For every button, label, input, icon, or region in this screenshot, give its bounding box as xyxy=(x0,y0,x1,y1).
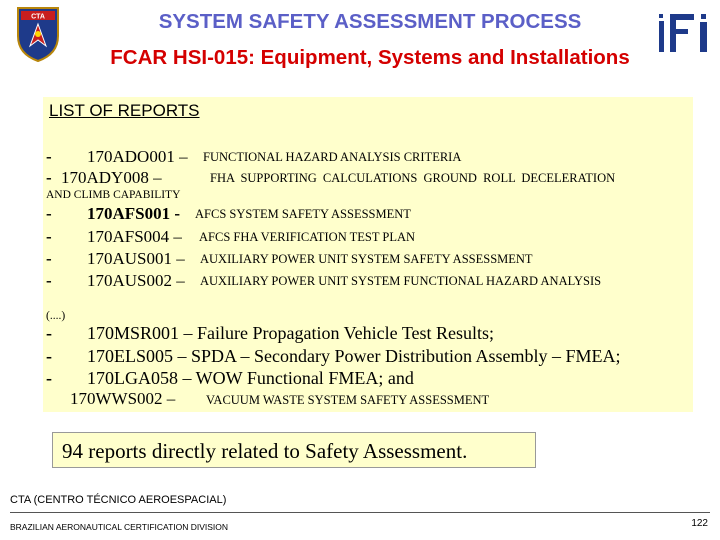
logo-right-label: ifi xyxy=(657,12,658,13)
report-desc-continuation: AND CLIMB CAPABILITY xyxy=(46,189,181,201)
page-number: 122 xyxy=(691,518,708,529)
report-desc: FHA SUPPORTING CALCULATIONS GROUND ROLL DECELERATION xyxy=(210,171,616,185)
footer-org: CTA (CENTRO TÉCNICO AEROESPACIAL) xyxy=(10,494,227,506)
report-entry: 170ELS005 – SPDA – Secondary Power Distribution Assembly – FMEA; xyxy=(87,346,621,366)
report-code: 170AUS002 – xyxy=(87,271,185,290)
logo-left-label: CTA xyxy=(31,13,45,21)
footer-divider xyxy=(10,512,710,513)
report-entry: 170LGA058 – WOW Functional FMEA; and xyxy=(87,368,414,388)
report-desc: AFCS SYSTEM SAFETY ASSESSMENT xyxy=(195,207,411,221)
report-desc: FUNCTIONAL HAZARD ANALYSIS CRITERIA xyxy=(203,150,462,164)
reports-panel: LIST OF REPORTS - 170ADO001 – FUNCTIONAL HAZARD ANALYSIS CRITERIA - 170ADY008 – FHA SUPPORTING CALCULATIONS GROUND ROLL DECELERATION AND CLIMB CAPABILITY - 170AFS001 - AFCS SYSTEM SAFETY ASSESSMENT - 170AFS004 – AFCS FHA VERIFICATION TEST PLAN - 170AUS001 – AUXILIARY POWER UNIT SYSTEM SAFETY ASSESSMENT - 170AUS002 – AUXILIARY POWER UNIT SYSTEM FUNCTIONAL HAZARD ANALYSIS (....) - 170MSR001 – Failure Propagation Vehicle Test Results; - 170ELS005 – SPDA – Secondary Power Distribution Assembly – FMEA; - 170LGA058 – WOW Functional FMEA; and 170WWS002 – VACUUM WASTE SYSTEM SAFETY ASSESSMENT xyxy=(43,97,693,412)
list-ellipsis: (....) xyxy=(46,310,66,322)
report-desc: AUXILIARY POWER UNIT SYSTEM FUNCTIONAL HAZARD ANALYSIS xyxy=(200,274,602,288)
report-code: 170WWS002 – xyxy=(70,389,176,408)
report-code: 170AFS001 - xyxy=(87,204,181,223)
report-code: 170ADO001 – xyxy=(87,147,188,166)
cta-logo xyxy=(16,6,60,62)
report-desc: AUXILIARY POWER UNIT SYSTEM SAFETY ASSESSMENT xyxy=(200,252,533,266)
page-subtitle: FCAR HSI-015: Equipment, Systems and Installations xyxy=(110,46,630,69)
footer-division: BRAZILIAN AERONAUTICAL CERTIFICATION DIVISION xyxy=(10,522,229,532)
page-title: SYSTEM SAFETY ASSESSMENT PROCESS xyxy=(158,10,582,33)
report-code: 170AFS004 – xyxy=(87,227,182,246)
summary-box: 94 reports directly related to Safety Assessment. xyxy=(52,432,536,468)
reports-heading: LIST OF REPORTS xyxy=(49,101,200,120)
report-entry: 170MSR001 – Failure Propagation Vehicle Test Results; xyxy=(87,323,495,343)
report-desc: AFCS FHA VERIFICATION TEST PLAN xyxy=(199,230,416,244)
report-desc: VACUUM WASTE SYSTEM SAFETY ASSESSMENT xyxy=(206,393,490,407)
report-code: 170AUS001 – xyxy=(87,249,185,268)
report-code: 170ADY008 – xyxy=(61,168,162,187)
